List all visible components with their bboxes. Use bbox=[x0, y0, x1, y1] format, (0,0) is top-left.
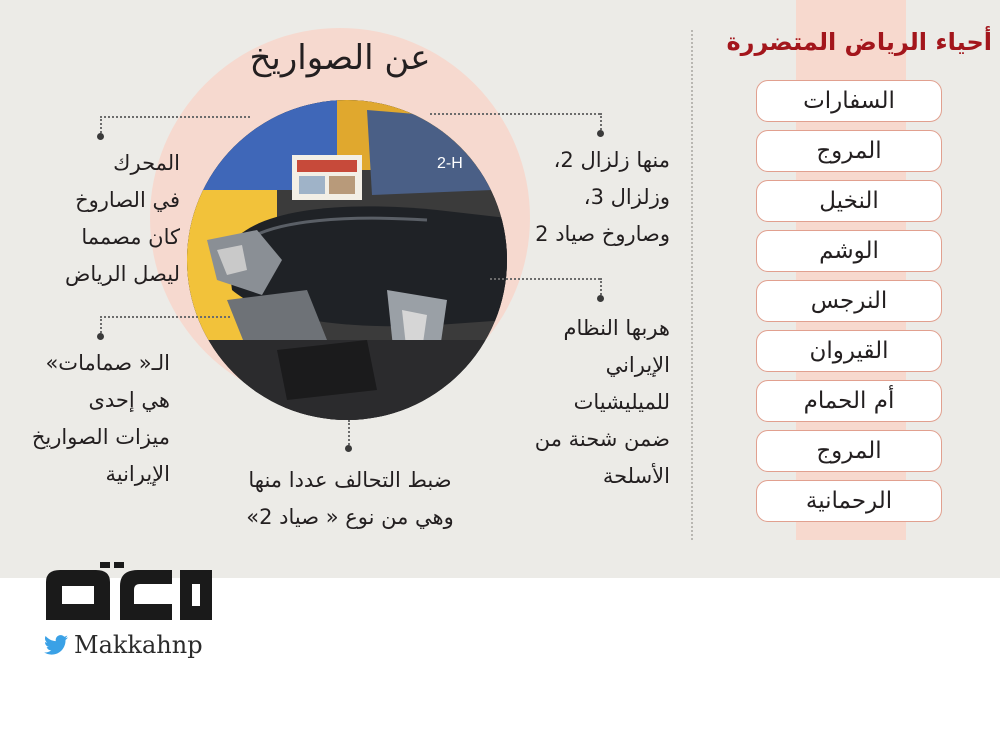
missile-debris-photo bbox=[187, 100, 507, 420]
neighborhood-item: السفارات bbox=[756, 80, 942, 122]
neighborhood-item: النرجس bbox=[756, 280, 942, 322]
missile-marking: 2-H bbox=[437, 155, 463, 172]
section-divider bbox=[691, 30, 693, 540]
valves-caption: الـ« صمامات» هي إحدى ميزات الصواريخ الإيرانية bbox=[31, 351, 170, 486]
types-leader-line bbox=[430, 113, 600, 115]
handle-text: Makkahnp bbox=[74, 631, 203, 659]
makkah-logo bbox=[40, 562, 218, 626]
smuggled-leader-line bbox=[490, 278, 600, 280]
valves-leader-line bbox=[100, 316, 230, 318]
engine-leader-dot bbox=[97, 133, 104, 140]
neighborhood-item: النخيل bbox=[756, 180, 942, 222]
valves-leader-dot bbox=[97, 333, 104, 340]
neighborhoods-title: أحياء الرياض المتضررة bbox=[726, 28, 992, 56]
seized-leader-dot bbox=[345, 445, 352, 452]
missile-types-caption: منها زلزال 2، وزلزال 3، وصاروخ صياد 2 bbox=[535, 148, 670, 246]
engine-leader-line bbox=[100, 116, 250, 118]
twitter-bird-icon bbox=[44, 635, 68, 655]
neighborhood-item: الوشم bbox=[756, 230, 942, 272]
twitter-handle[interactable] bbox=[44, 630, 203, 660]
seized-leader-drop bbox=[348, 420, 350, 448]
neighborhood-item: أم الحمام bbox=[756, 380, 942, 422]
neighborhood-item: المروج bbox=[756, 430, 942, 472]
neighborhood-item: المروج bbox=[756, 130, 942, 172]
smuggled-caption: هربها النظام الإيراني للميليشيات ضمن شحنة من الأسلحة bbox=[534, 316, 670, 488]
neighborhoods-list bbox=[756, 80, 942, 530]
neighborhood-item: الرحمانية bbox=[756, 480, 942, 522]
smuggled-leader-dot bbox=[597, 295, 604, 302]
seized-caption: ضبط التحالف عددا منها وهي من نوع « صياد 2» bbox=[246, 468, 454, 529]
page-title: عن الصواريخ bbox=[249, 38, 431, 78]
types-leader-dot bbox=[597, 130, 604, 137]
engine-caption: المحرك في الصاروخ كان مصمما ليصل الرياض bbox=[65, 151, 180, 286]
neighborhood-item: القيروان bbox=[756, 330, 942, 372]
